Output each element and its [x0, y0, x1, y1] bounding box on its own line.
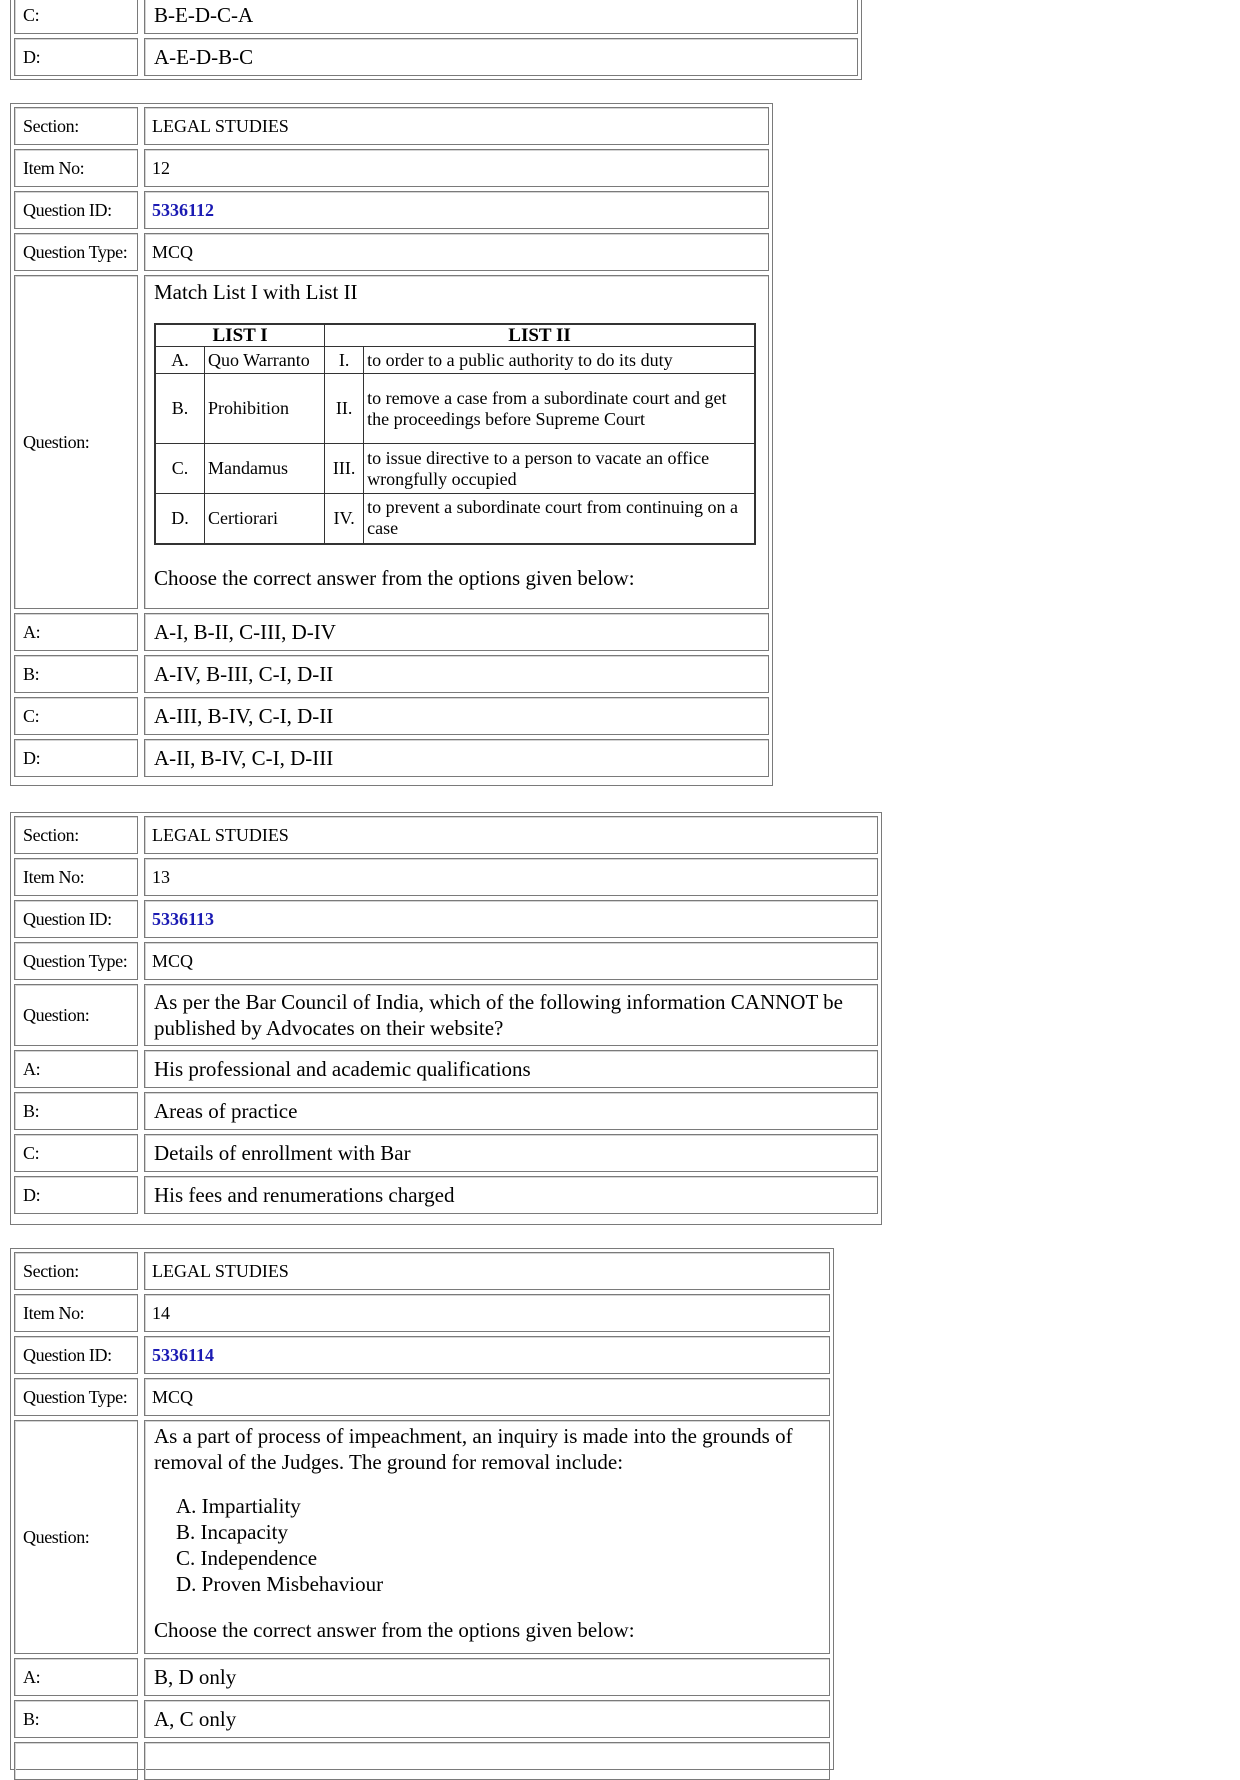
list1-letter: C. [155, 444, 205, 494]
list1-term: Certiorari [205, 494, 325, 544]
option-value: A-E-D-B-C [144, 38, 858, 76]
item-no-label: Item No: [14, 1294, 138, 1332]
item-no-row [14, 858, 878, 896]
option-label: D: [14, 38, 138, 76]
question-id-value: 5336114 [152, 1344, 215, 1365]
section-value: LEGAL STUDIES [144, 1252, 830, 1290]
question-type-row [14, 233, 769, 271]
section-label: Section: [14, 816, 138, 854]
option-value: A-II, B-IV, C-I, D-III [144, 739, 769, 777]
question-block-13 [10, 812, 882, 1225]
option-value: Details of enrollment with Bar [144, 1134, 878, 1172]
option-value: Areas of practice [144, 1092, 878, 1130]
option-label: A: [14, 613, 138, 651]
option-label: A: [14, 1658, 138, 1696]
list2-text: to order to a public authority to do its duty [364, 347, 755, 374]
list2-text: to issue directive to a person to vacate an office wrongfully occupied [364, 444, 755, 494]
list1-letter: B. [155, 374, 205, 444]
question-label: Question: [14, 275, 138, 609]
question-id-label: Question ID: [14, 1336, 138, 1374]
question-id-cell [144, 191, 769, 229]
option-row-a [14, 1658, 830, 1696]
question-block-prev [10, 0, 862, 80]
item-no-label: Item No: [14, 149, 138, 187]
section-row [14, 816, 878, 854]
question-text [144, 275, 769, 609]
option-row [14, 38, 858, 76]
list1-term: Mandamus [205, 444, 325, 494]
option-label: B: [14, 1092, 138, 1130]
list1-letter: D. [155, 494, 205, 544]
question-id-row [14, 1336, 830, 1374]
question-id-value: 5336113 [152, 908, 215, 929]
option-row-b [14, 1700, 830, 1738]
option-row-c [14, 1742, 830, 1780]
option-label: D: [14, 1176, 138, 1214]
question-block-12 [10, 103, 773, 786]
question-block-14 [10, 1248, 834, 1770]
ground-item: A. Impartiality [176, 1494, 301, 1518]
question-text [144, 1420, 830, 1654]
question-type-row [14, 1378, 830, 1416]
question-type-label: Question Type: [14, 1378, 138, 1416]
question-type-label: Question Type: [14, 942, 138, 980]
question-id-row [14, 191, 769, 229]
match-list-table [154, 323, 756, 545]
question-row [14, 984, 878, 1046]
list1-term: Quo Warranto [205, 347, 325, 374]
item-no-row [14, 1294, 830, 1332]
section-label: Section: [14, 107, 138, 145]
match-list-row [155, 374, 755, 444]
option-label: B: [14, 1700, 138, 1738]
question-row [14, 1420, 830, 1654]
question-type-value: MCQ [144, 233, 769, 271]
option-value: B-E-D-C-A [144, 0, 858, 34]
section-value: LEGAL STUDIES [144, 107, 769, 145]
option-value: A-III, B-IV, C-I, D-II [144, 697, 769, 735]
option-row-b [14, 655, 769, 693]
question-id-label: Question ID: [14, 191, 138, 229]
item-no-value: 13 [144, 858, 878, 896]
option-row-a [14, 613, 769, 651]
ground-item: C. Independence [176, 1546, 318, 1570]
item-no-value: 14 [144, 1294, 830, 1332]
option-row-b [14, 1092, 878, 1130]
list2-numeral: I. [325, 347, 364, 374]
question-id-value: 5336112 [152, 199, 215, 220]
section-value: LEGAL STUDIES [144, 816, 878, 854]
option-value: A-I, B-II, C-III, D-IV [144, 613, 769, 651]
list2-numeral: II. [325, 374, 364, 444]
ground-item: D. Proven Misbehaviour [176, 1572, 384, 1596]
option-label: D: [14, 739, 138, 777]
option-label-empty [14, 1742, 138, 1780]
list1-term: Prohibition [205, 374, 325, 444]
question-type-value: MCQ [144, 942, 878, 980]
match-list-row [155, 494, 755, 544]
match-list-row [155, 347, 755, 374]
list2-numeral: III. [325, 444, 364, 494]
option-row-d [14, 739, 769, 777]
question-id-cell [144, 900, 878, 938]
option-value: B, D only [144, 1658, 830, 1696]
section-row [14, 1252, 830, 1290]
list1-header: LIST I [155, 324, 325, 347]
question-text: As per the Bar Council of India, which of the following information CANNOT be published by Advocates on their website? [144, 984, 878, 1046]
option-label: C: [14, 0, 138, 34]
option-row-c [14, 697, 769, 735]
list2-text: to remove a case from a subordinate court and get the proceedings before Supreme Court [364, 374, 755, 444]
option-value: His fees and renumerations charged [144, 1176, 878, 1214]
list1-letter: A. [155, 347, 205, 374]
option-label: C: [14, 1134, 138, 1172]
question-intro: Match List I with List II [154, 280, 358, 304]
option-row-d [14, 1176, 878, 1214]
question-id-cell [144, 1336, 830, 1374]
option-label: B: [14, 655, 138, 693]
option-row-c [14, 1134, 878, 1172]
item-no-row [14, 149, 769, 187]
option-label: A: [14, 1050, 138, 1088]
question-label: Question: [14, 984, 138, 1046]
question-type-value: MCQ [144, 1378, 830, 1416]
ground-list [176, 1493, 383, 1597]
choose-instruction: Choose the correct answer from the options given below: [154, 1618, 635, 1642]
option-value-empty [144, 1742, 830, 1780]
question-row [14, 275, 769, 609]
question-id-row [14, 900, 878, 938]
section-row [14, 107, 769, 145]
option-row-a [14, 1050, 878, 1088]
list2-header: LIST II [325, 324, 755, 347]
question-stem: As a part of process of impeachment, an inquiry is made into the grounds of removal of the Judges. The ground for removal include: [154, 1424, 793, 1474]
option-value: His professional and academic qualifications [144, 1050, 878, 1088]
match-list-row [155, 444, 755, 494]
choose-instruction: Choose the correct answer from the options given below: [154, 565, 635, 590]
option-value: A, C only [144, 1700, 830, 1738]
ground-item: B. Incapacity [176, 1520, 288, 1544]
item-no-value: 12 [144, 149, 769, 187]
question-type-label: Question Type: [14, 233, 138, 271]
option-value: A-IV, B-III, C-I, D-II [144, 655, 769, 693]
list2-text: to prevent a subordinate court from continuing on a case [364, 494, 755, 544]
option-label: C: [14, 697, 138, 735]
question-label: Question: [14, 1420, 138, 1654]
question-type-row [14, 942, 878, 980]
option-row [14, 0, 858, 34]
match-list-header [155, 324, 755, 347]
item-no-label: Item No: [14, 858, 138, 896]
section-label: Section: [14, 1252, 138, 1290]
question-id-label: Question ID: [14, 900, 138, 938]
list2-numeral: IV. [325, 494, 364, 544]
